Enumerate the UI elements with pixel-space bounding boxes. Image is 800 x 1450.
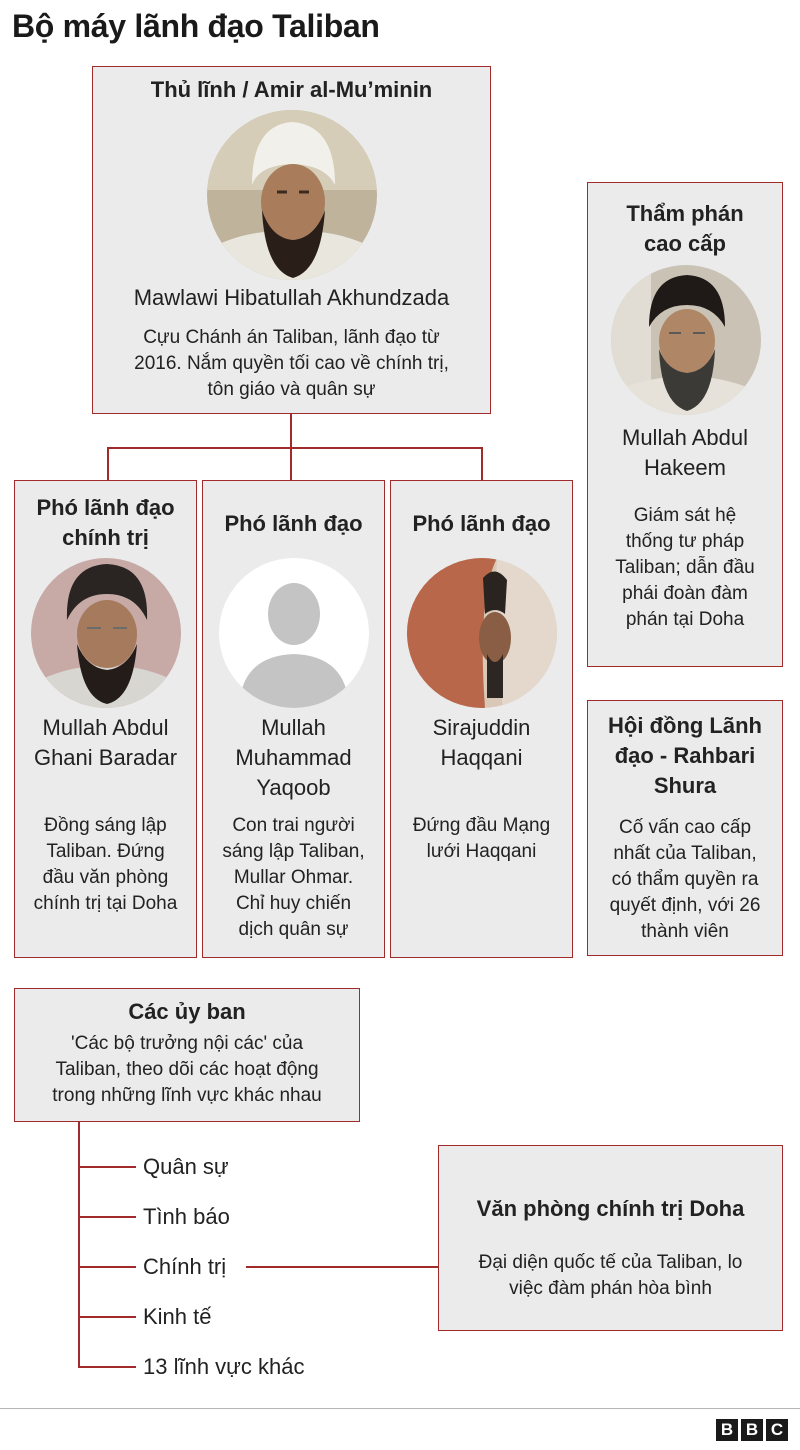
doha-office-box [438,1145,783,1331]
committees-role: Các ủy ban [128,999,246,1024]
deputy-box-yaqoob [202,480,385,958]
judge-box [587,182,783,667]
connector-deputy-2 [290,447,292,480]
connector-deputy-1 [107,447,109,480]
doha-description: Đại diện quốc tế của Taliban, lo việc đàm phán hòa bình [478,1252,743,1299]
connector-item-5 [78,1366,136,1368]
judge-role: Thẩm phán cao cấp [626,201,744,256]
connector-deputy-3 [481,447,483,480]
leader-role: Thủ lĩnh / Amir al-Mu’minin [150,77,433,102]
footer-divider [0,1408,800,1409]
deputy-description: Đồng sáng lập Taliban. Đứng đầu văn phòng chính trị tại Doha [33,815,178,914]
judge-portrait [611,265,761,415]
committee-item: 13 lĩnh vực khác [143,1354,305,1379]
deputy-name: Mullah Abdul Ghani Baradar [33,715,178,770]
committee-item: Chính trị [143,1254,227,1279]
connector-leader-down [290,414,292,448]
judge-description: Giám sát hệ thống tư pháp Taliban; dẫn đầu phái đoàn đàm phán tại Doha [615,505,755,630]
connector-deputies-horizontal [107,447,483,449]
leader-name: Mawlawi Hibatullah Akhundzada [133,285,450,310]
baradar-portrait [31,558,181,708]
connector-item-4 [78,1316,136,1318]
deputy-box-haqqani [390,480,573,958]
bbc-logo: B B C [716,1419,788,1441]
leader-description: Cựu Chánh án Taliban, lãnh đạo từ 2016. Nắm quyền tối cao về chính trị, tôn giáo và quân sự [134,327,449,400]
deputy-box-baradar [14,480,197,958]
connector-item-2 [78,1216,136,1218]
shura-description: Cố vấn cao cấp nhất của Taliban, có thẩm quyền ra quyết định, với 26 thành viên [609,817,761,942]
deputy-description: Con trai người sáng lập Taliban, Mullar Ohmar. Chỉ huy chiến dịch quân sự [222,815,365,940]
page-title: Bộ máy lãnh đạo Taliban [12,8,380,44]
connector-item-1 [78,1166,136,1168]
judge-name: Mullah Abdul Hakeem [622,425,748,480]
connector-item-3 [78,1266,136,1268]
committee-item: Kinh tế [143,1304,212,1329]
shura-box [587,700,783,956]
deputy-name: Sirajuddin Haqqani [432,715,531,770]
deputy-description: Đứng đầu Mạng lưới Haqqani [412,815,551,862]
deputy-role: Phó lãnh đạo [224,511,363,536]
deputy-name: Mullah Muhammad Yaqoob [235,715,352,800]
deputy-role: Phó lãnh đạo chính trị [36,495,175,550]
leader-portrait [207,110,377,280]
committee-item: Quân sự [143,1154,229,1179]
connector-politics-doha [246,1266,438,1268]
haqqani-portrait [407,558,557,708]
shura-role: Hội đồng Lãnh đạo - Rahbari Shura [608,713,762,798]
placeholder-person-icon [219,558,369,708]
committee-item: Tình báo [143,1204,230,1229]
committees-description: 'Các bộ trưởng nội các' của Taliban, theo dõi các hoạt động trong những lĩnh vực khác nhau [52,1033,322,1106]
connector-committees-trunk [78,1122,80,1367]
doha-role: Văn phòng chính trị Doha [476,1196,745,1221]
committees-box [14,988,360,1122]
leader-box [92,66,491,414]
deputy-role: Phó lãnh đạo [412,511,551,536]
